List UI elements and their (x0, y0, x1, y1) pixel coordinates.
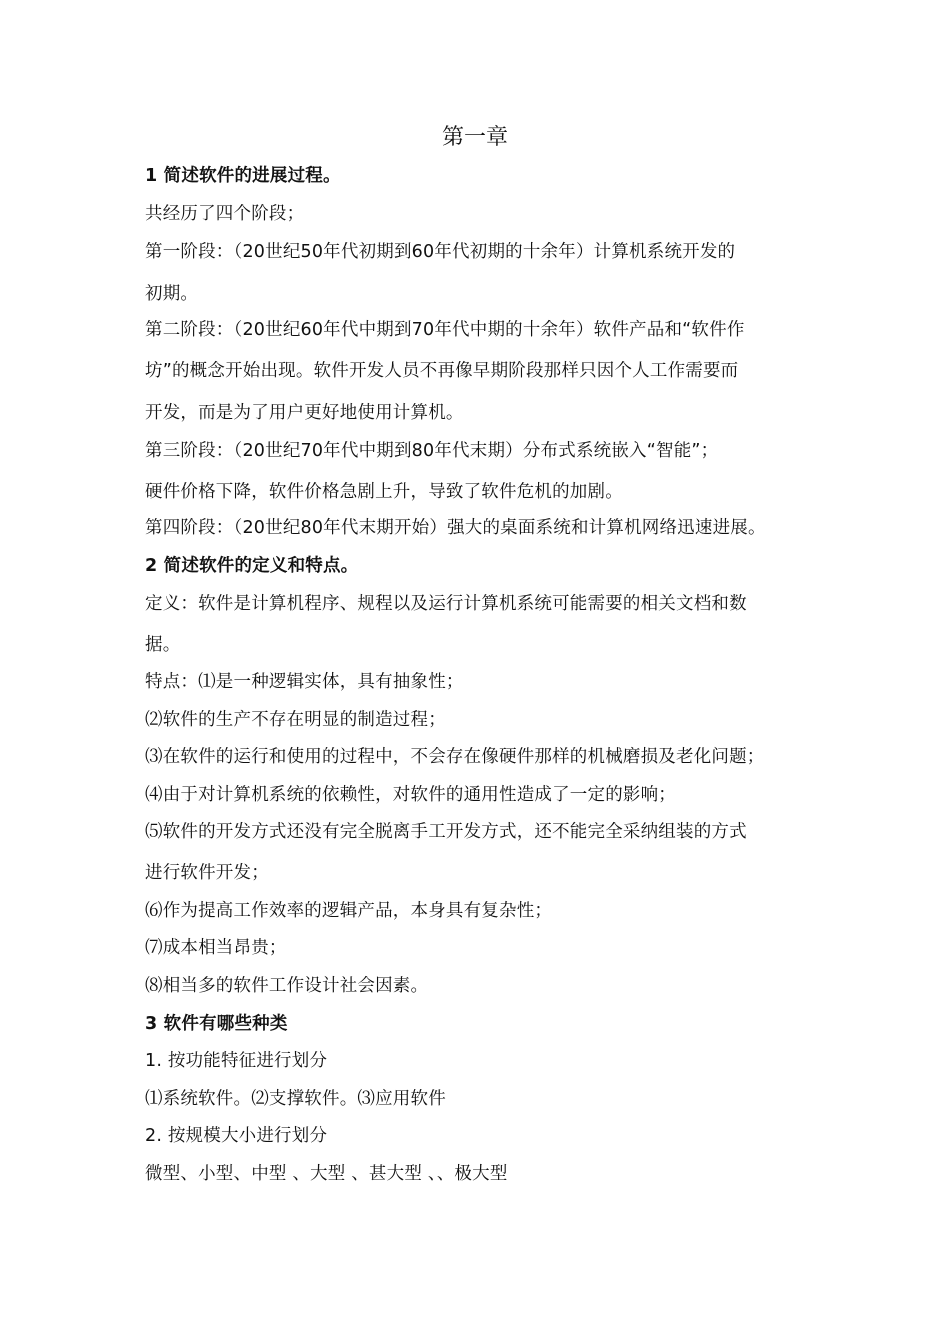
paragraph-line: 第一阶段：（20世纪50年代初期到60年代初期的十余年）计算机系统开发的 (145, 242, 736, 262)
paragraph-line: 1. 按功能特征进行划分 (145, 1051, 328, 1071)
section-heading: 1 简述软件的进展过程。 (145, 166, 341, 186)
paragraph-line: 第二阶段：（20世纪60年代中期到70年代中期的十余年）软件产品和“软件作 (145, 320, 745, 340)
paragraph-line: ⑷由于对计算机系统的依赖性，对软件的通用性造成了一定的影响； (145, 785, 676, 805)
section-heading: 2 简述软件的定义和特点。 (145, 556, 359, 576)
paragraph-line: 2. 按规模大小进行划分 (145, 1126, 328, 1146)
paragraph-line: 坊”的概念开始出现。软件开发人员不再像早期阶段那样只因个人工作需要而 (145, 361, 739, 381)
paragraph-line: 特点：⑴是一种逻辑实体，具有抽象性； (145, 672, 464, 692)
paragraph-line: 第三阶段：（20世纪70年代中期到80年代末期）分布式系统嵌入“智能”； (145, 441, 719, 461)
paragraph-line: ⑺成本相当昂贵； (145, 938, 287, 958)
paragraph-line: 据。 (145, 635, 181, 655)
paragraph-line: 开发，而是为了用户更好地使用计算机。 (145, 403, 464, 423)
paragraph-line: ⑴系统软件。⑵支撑软件。⑶应用软件 (145, 1089, 446, 1109)
paragraph-line: ⑵软件的生产不存在明显的制造过程； (145, 710, 446, 730)
paragraph-line: 微型、小型、中型 、大型 、甚大型 、、极大型 (145, 1164, 508, 1184)
chapter-title: 第一章 (441, 125, 508, 150)
paragraph-line: ⑸软件的开发方式还没有完全脱离手工开发方式，还不能完全采纳组装的方式 (145, 822, 747, 842)
paragraph-line: 第四阶段：（20世纪80年代末期开始）强大的桌面系统和计算机网络迅速进展。 (145, 518, 766, 538)
section-heading: 3 软件有哪些种类 (145, 1014, 288, 1034)
paragraph-line: 初期。 (145, 284, 199, 304)
paragraph-line: 共经历了四个阶段； (145, 204, 305, 224)
paragraph-line: 定义：软件是计算机程序、规程以及运行计算机系统可能需要的相关文档和数 (145, 594, 747, 614)
paragraph-line: 硬件价格下降，软件价格急剧上升，导致了软件危机的加剧。 (145, 482, 623, 502)
paragraph-line: ⑻相当多的软件工作设计社会因素。 (145, 976, 429, 996)
paragraph-line: ⑹作为提高工作效率的逻辑产品，本身具有复杂性； (145, 901, 553, 921)
paragraph-line: ⑶在软件的运行和使用的过程中，不会存在像硬件那样的机械磨损及老化问题； (145, 747, 765, 767)
paragraph-line: 进行软件开发； (145, 863, 269, 883)
